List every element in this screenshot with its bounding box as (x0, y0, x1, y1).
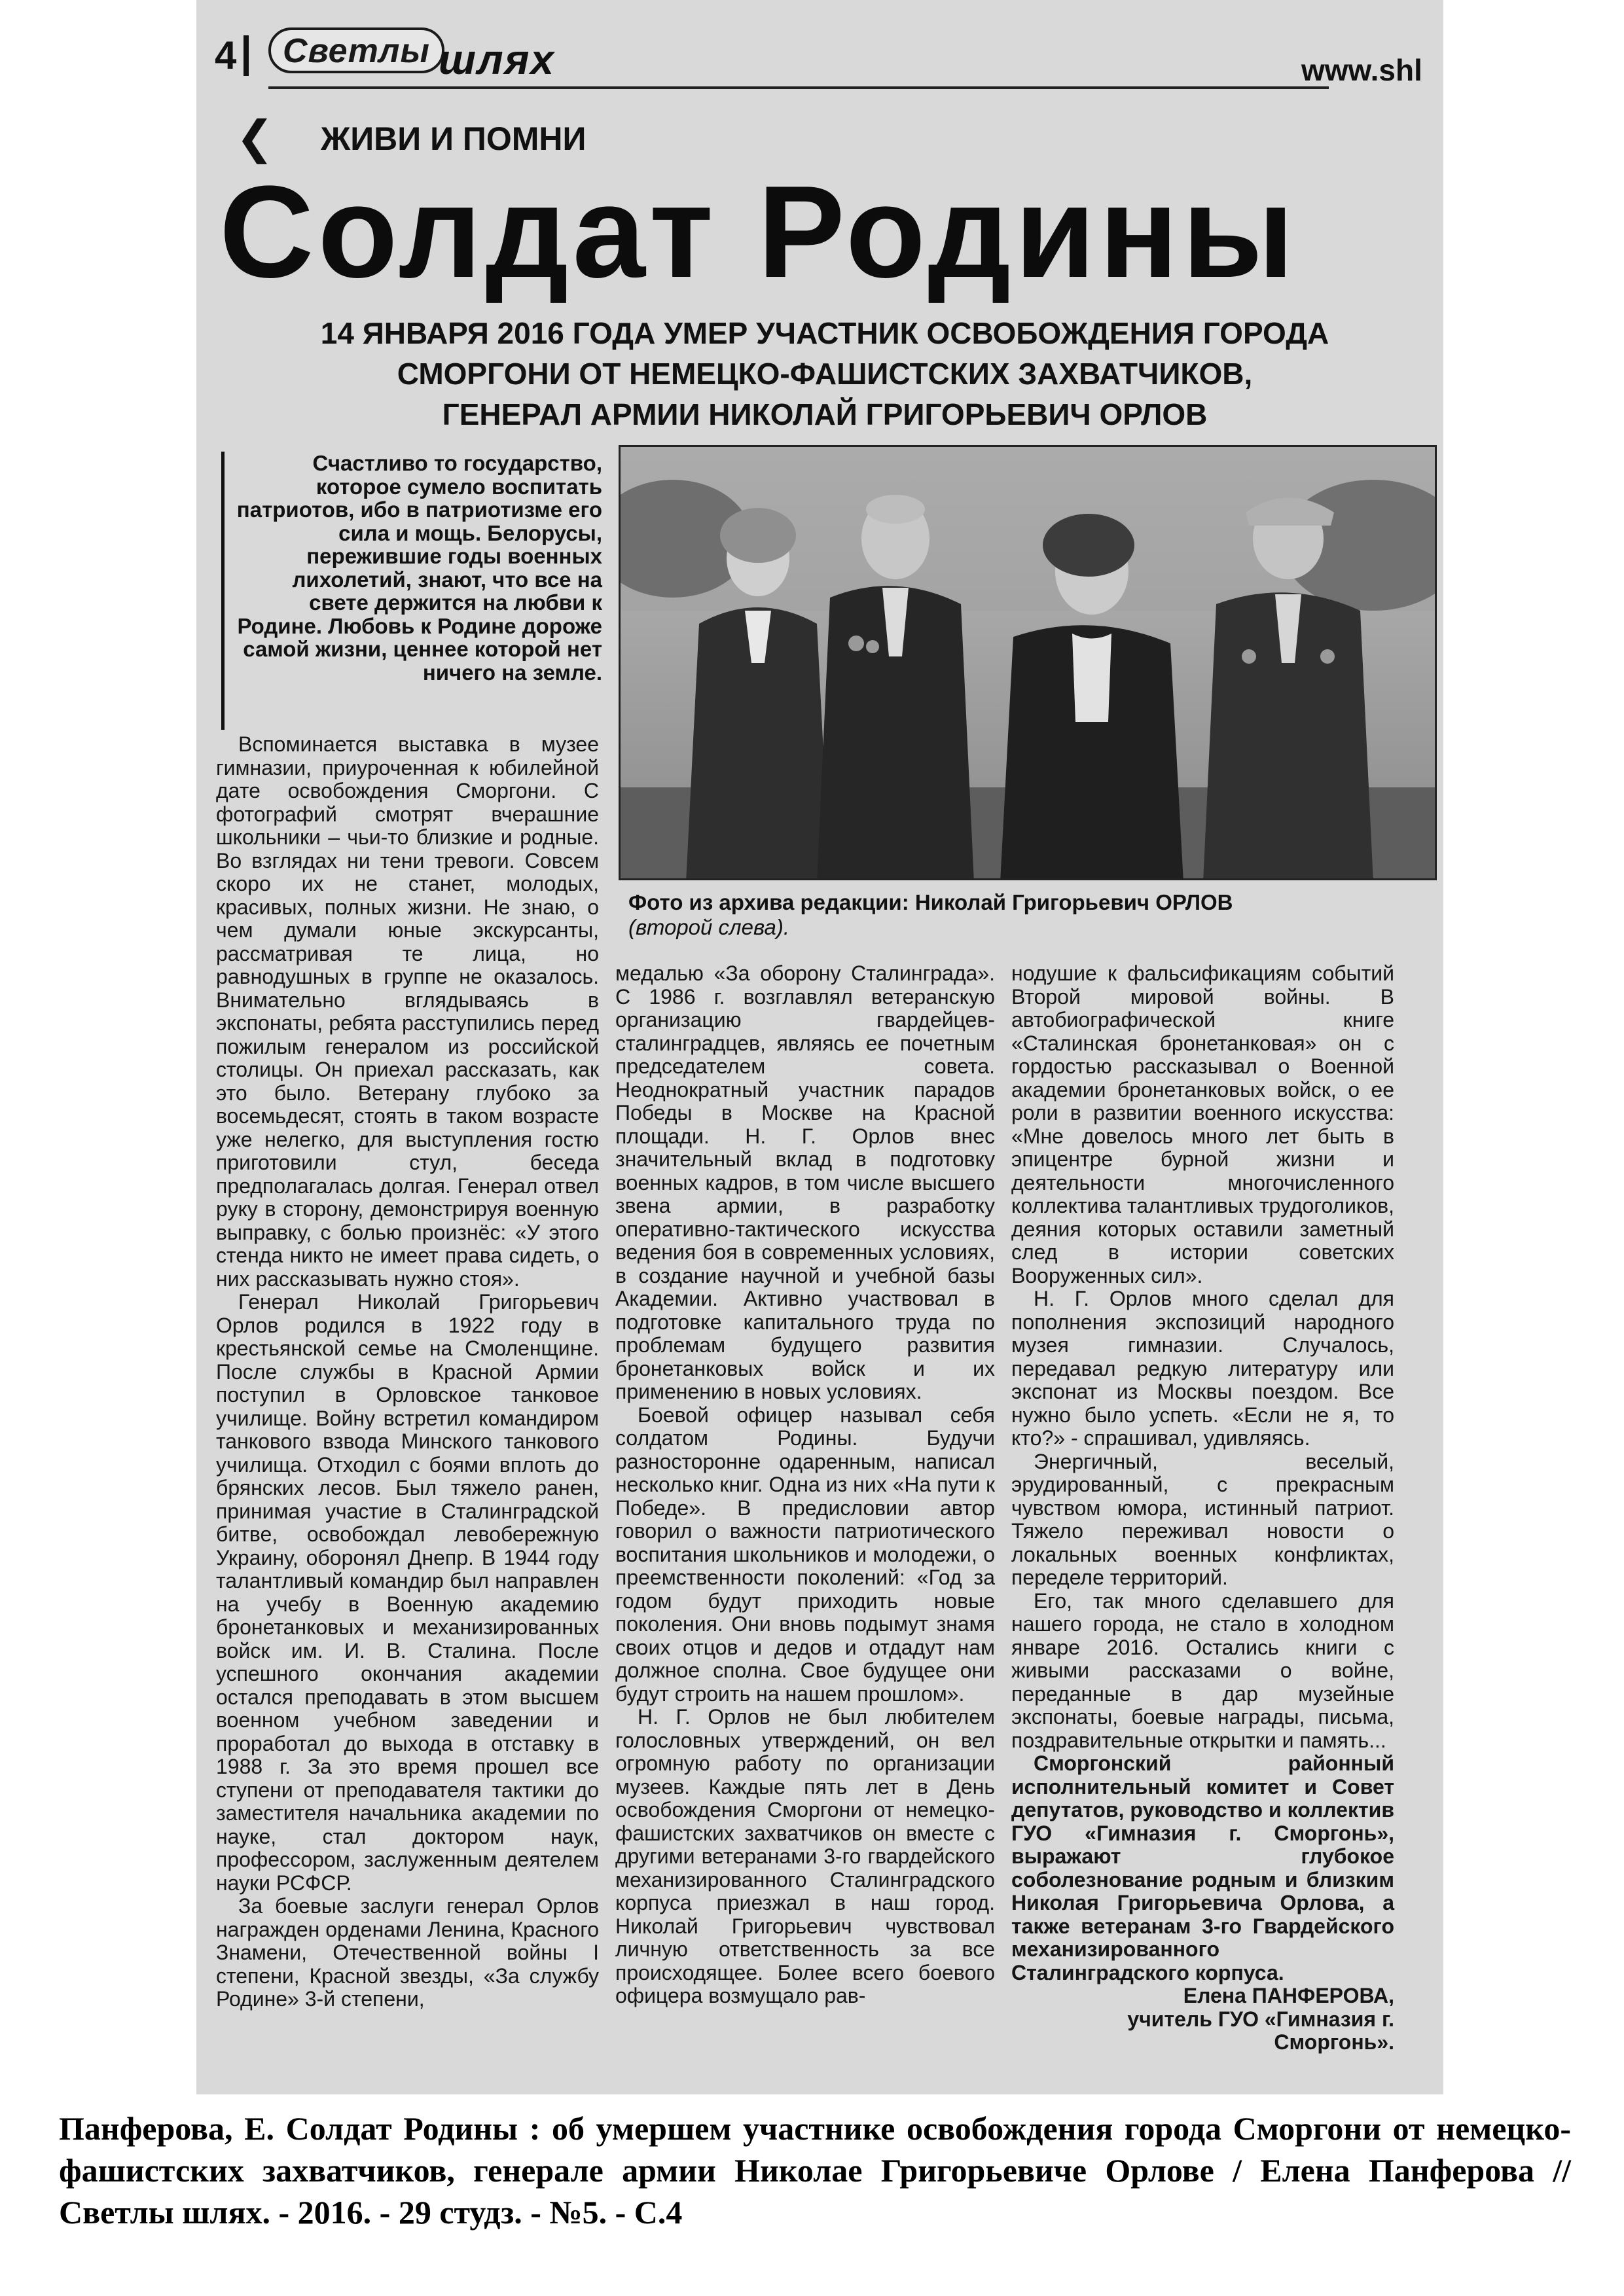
chevron-left-icon: ❮ (236, 111, 274, 164)
newspaper-scan (196, 0, 1443, 2094)
page-number: 4 (215, 33, 237, 77)
article-photo (619, 445, 1437, 880)
article-paragraph: Боевой офицер называл себя солдатом Родины. Будучи разносторонне одаренным, написал несколько книг. Одна из них «На пути к Победе». В предисловии автор говорил о важности патриотического воспитания школьников и молодежи, о преемственности поколений: «Год за годом будут приходить новые поколения. Они вновь подымут знамя своих отцов и дедов и отдадут нам должное сполна. Свое будущее они будут строить на нашем прошлом». (615, 1403, 995, 1706)
article-paragraph: медалью «За оборону Сталинграда». С 1986 г. возглавлял ветеранскую организацию гвардейцев-сталинградцев, являясь ее почетным председателем совета. Неоднократный участник парадов Победы в Москве на Красной площади. Н. Г. Орлов внес значительный вклад в подготовку военных кадров, в том числе высшего звена армии, в разработку оперативно-тактического искусства ведения боя в современных условиях, в создание научной и учебной базы Академии. Активно участвовал в подготовке капитального труда по проблемам будущего развития бронетанковых войск и их применению в новых условиях. (615, 961, 995, 1403)
newspaper-website: www.shl (1301, 53, 1422, 87)
photo-caption-main: Фото из архива редакции: Николай Григорьевич ОРЛОВ (628, 890, 1233, 914)
newspaper-logo: Светлы (268, 27, 444, 73)
lead-rule (221, 452, 225, 730)
article-paragraph: Н. Г. Орлов не был любителем голословных утверждений, он вел огромную работу по организации музеев. Каждые пять лет в День освобождения Сморгони от немецко-фашистских захватчиков он вместе с другими ветеранами 3-го гвардейского механизированного Сталинградского корпуса приезжал в наш город. Николай Григорьевич чувствовал личную ответственность за все происходящее. Более всего боевого офицера возмущало рав- (615, 1705, 995, 2007)
masthead (196, 26, 1443, 98)
article-paragraph: нодушие к фальсификациям событий Второй мировой войны. В автобиографической книге «Сталинская бронетанковая» он с гордостью рассказывал о Военной академии бронетанковых войск, о ее роли в развитии военного искусства: «Мне довелось много лет быть в эпицентре бурной жизни и деятельности многочисленного коллектива талантливых трудоголиков, деяния которых оставили заметный след в истории советских Вооруженных сил». (1011, 961, 1394, 1287)
bibliographic-citation: Панферова, Е. Солдат Родины : об умершем участнике освобождения города Сморгони от немецко-фашистских захватчиков, генерале армии Николае Григорьевиче Орлове / Елена Панферова // Светлы шлях. - 2016. - 29 студз. - №5. - С.4 (59, 2110, 1571, 2231)
article-paragraph: Энергичный, веселый, эрудированный, с прекрасным чувством юмора, истинный патриот. Тяжело переживал новости о локальных военных конфликтах, переделе территорий. (1011, 1449, 1394, 1589)
author-name: Елена ПАНФЕРОВА, (1183, 1984, 1394, 2007)
article-paragraph: За боевые заслуги генерал Орлов награжден орденами Ленина, Красного Знамени, Отечественной войны I степени, Красной звезды, «За службу Родине» 3-й степени, (216, 1894, 599, 2011)
subheadline-line: ГЕНЕРАЛ АРМИИ НИКОЛАЙ ГРИГОРЬЕВИЧ ОРЛОВ (442, 397, 1208, 431)
article-paragraph: Его, так много сделавшего для нашего города, не стало в холодном январе 2016. Остались книги с живыми рассказами о войне, переданные в дар музейные экспонаты, боевые награды, письма, поздравительные открытки и память... (1011, 1588, 1394, 1752)
subheadline-line: СМОРГОНИ ОТ НЕМЕЦКО-ФАШИСТСКИХ ЗАХВАТЧИКОВ, (397, 357, 1253, 391)
subheadline-line: 14 ЯНВАРЯ 2016 ГОДА УМЕР УЧАСТНИК ОСВОБОЖДЕНИЯ ГОРОДА (320, 316, 1329, 350)
newspaper-logo-word: шлях (439, 36, 555, 83)
article-paragraph: Н. Г. Орлов много сделал для пополнения экспозиций народного музея гимназии. Случалось, передавал редкую литературу или экспонат из Москвы поездом. Все нужно было успеть. «Если не я, то кто?» - спрашивал, удивляясь. (1011, 1287, 1394, 1450)
masthead-rule (268, 86, 1329, 89)
rubric-label: ЖИВИ И ПОМНИ (321, 120, 586, 157)
article-paragraph: Генерал Николай Григорьевич Орлов родился в 1922 году в крестьянской семье на Смоленщине. После службы в Красной Армии поступил в Орловское танковое училище. Войну встретил командиром танкового взвода Минского танкового училища. Отходил с боями вплоть до брянских лесов. Был тяжело ранен, принимая участие в Сталинградской битве, освобождал левобережную Украину, оборонял Днепр. В 1944 году талантливый командир был направлен на учебу в Военную академию бронетанковых и механизированных войск им. И. В. Сталина. После успешного окончания академии остался преподавать в этом высшем военном учебном заведении и проработал до выхода в отставку в 1988 г. За это время прошел все ступени от преподавателя тактики до заместителя начальника академии по науке, стал доктором наук, профессором, заслуженным деятелем науки РСФСР. (216, 1290, 599, 1895)
author-role: учитель ГУО «Гимназия г. Сморгонь». (1127, 2007, 1394, 2054)
article-headline: Солдат Родины (219, 159, 1298, 305)
photo-veterans-image (621, 447, 1437, 880)
page-number-divider (244, 35, 249, 76)
article-lead: Счастливо то государство, которое сумело воспитать патриотов, ибо в патриотизме его сила и мощь. Белорусы, пережившие годы военных лихолетий, знают, что все на свете держится на любви к Родине. Любовь к Родине дороже самой жизни, ценнее которой нет ничего на земле. (236, 451, 602, 685)
photo-caption-sub: (второй слева). (628, 915, 790, 939)
article-paragraph: Вспоминается выставка в музее гимназии, приуроченная к юбилейной дате освобождения Сморгони. С фотографий смотрят вчерашние школьники – чьи-то близкие и родные. Во взглядах ни тени тревоги. Совсем скоро их не станет, молодых, красивых, полных жизни. Не знаю, о чем думали юные экскурсанты, рассматривая те лица, но равнодушных в группе не оказалось. Внимательно вглядываясь в экспонаты, ребята расступились перед пожилым генералом из российской столицы. Он приехал рассказать, как это было. Ветерану глубоко за восемьдесят, стоять в таком возрасте уже нелегко, для выступления гостю приготовили стул, беседа предполагалась долгая. Генерал отвел руку в сторону, демонстрируя военную выправку, с болью произнёс: «У этого стенда никто не имеет права сидеть, о них рассказывать нужно стоя». (216, 732, 599, 1291)
article-column-3 (1011, 962, 1394, 2054)
article-column-1 (216, 733, 599, 2011)
condolence-notice: Сморгонский районный исполнительный комитет и Совет депутатов, руководство и коллектив ГУО «Гимназия г. Сморгонь», выражают глубокое соболезнование родным и близким Николая Григорьевича Орлова, а также ветеранам 3-го Гвардейского механизированного Сталинградского корпуса. (1011, 1751, 1394, 1984)
article-subheadline (223, 313, 1427, 435)
article-column-2 (615, 962, 995, 2008)
photo-caption (628, 890, 1434, 940)
